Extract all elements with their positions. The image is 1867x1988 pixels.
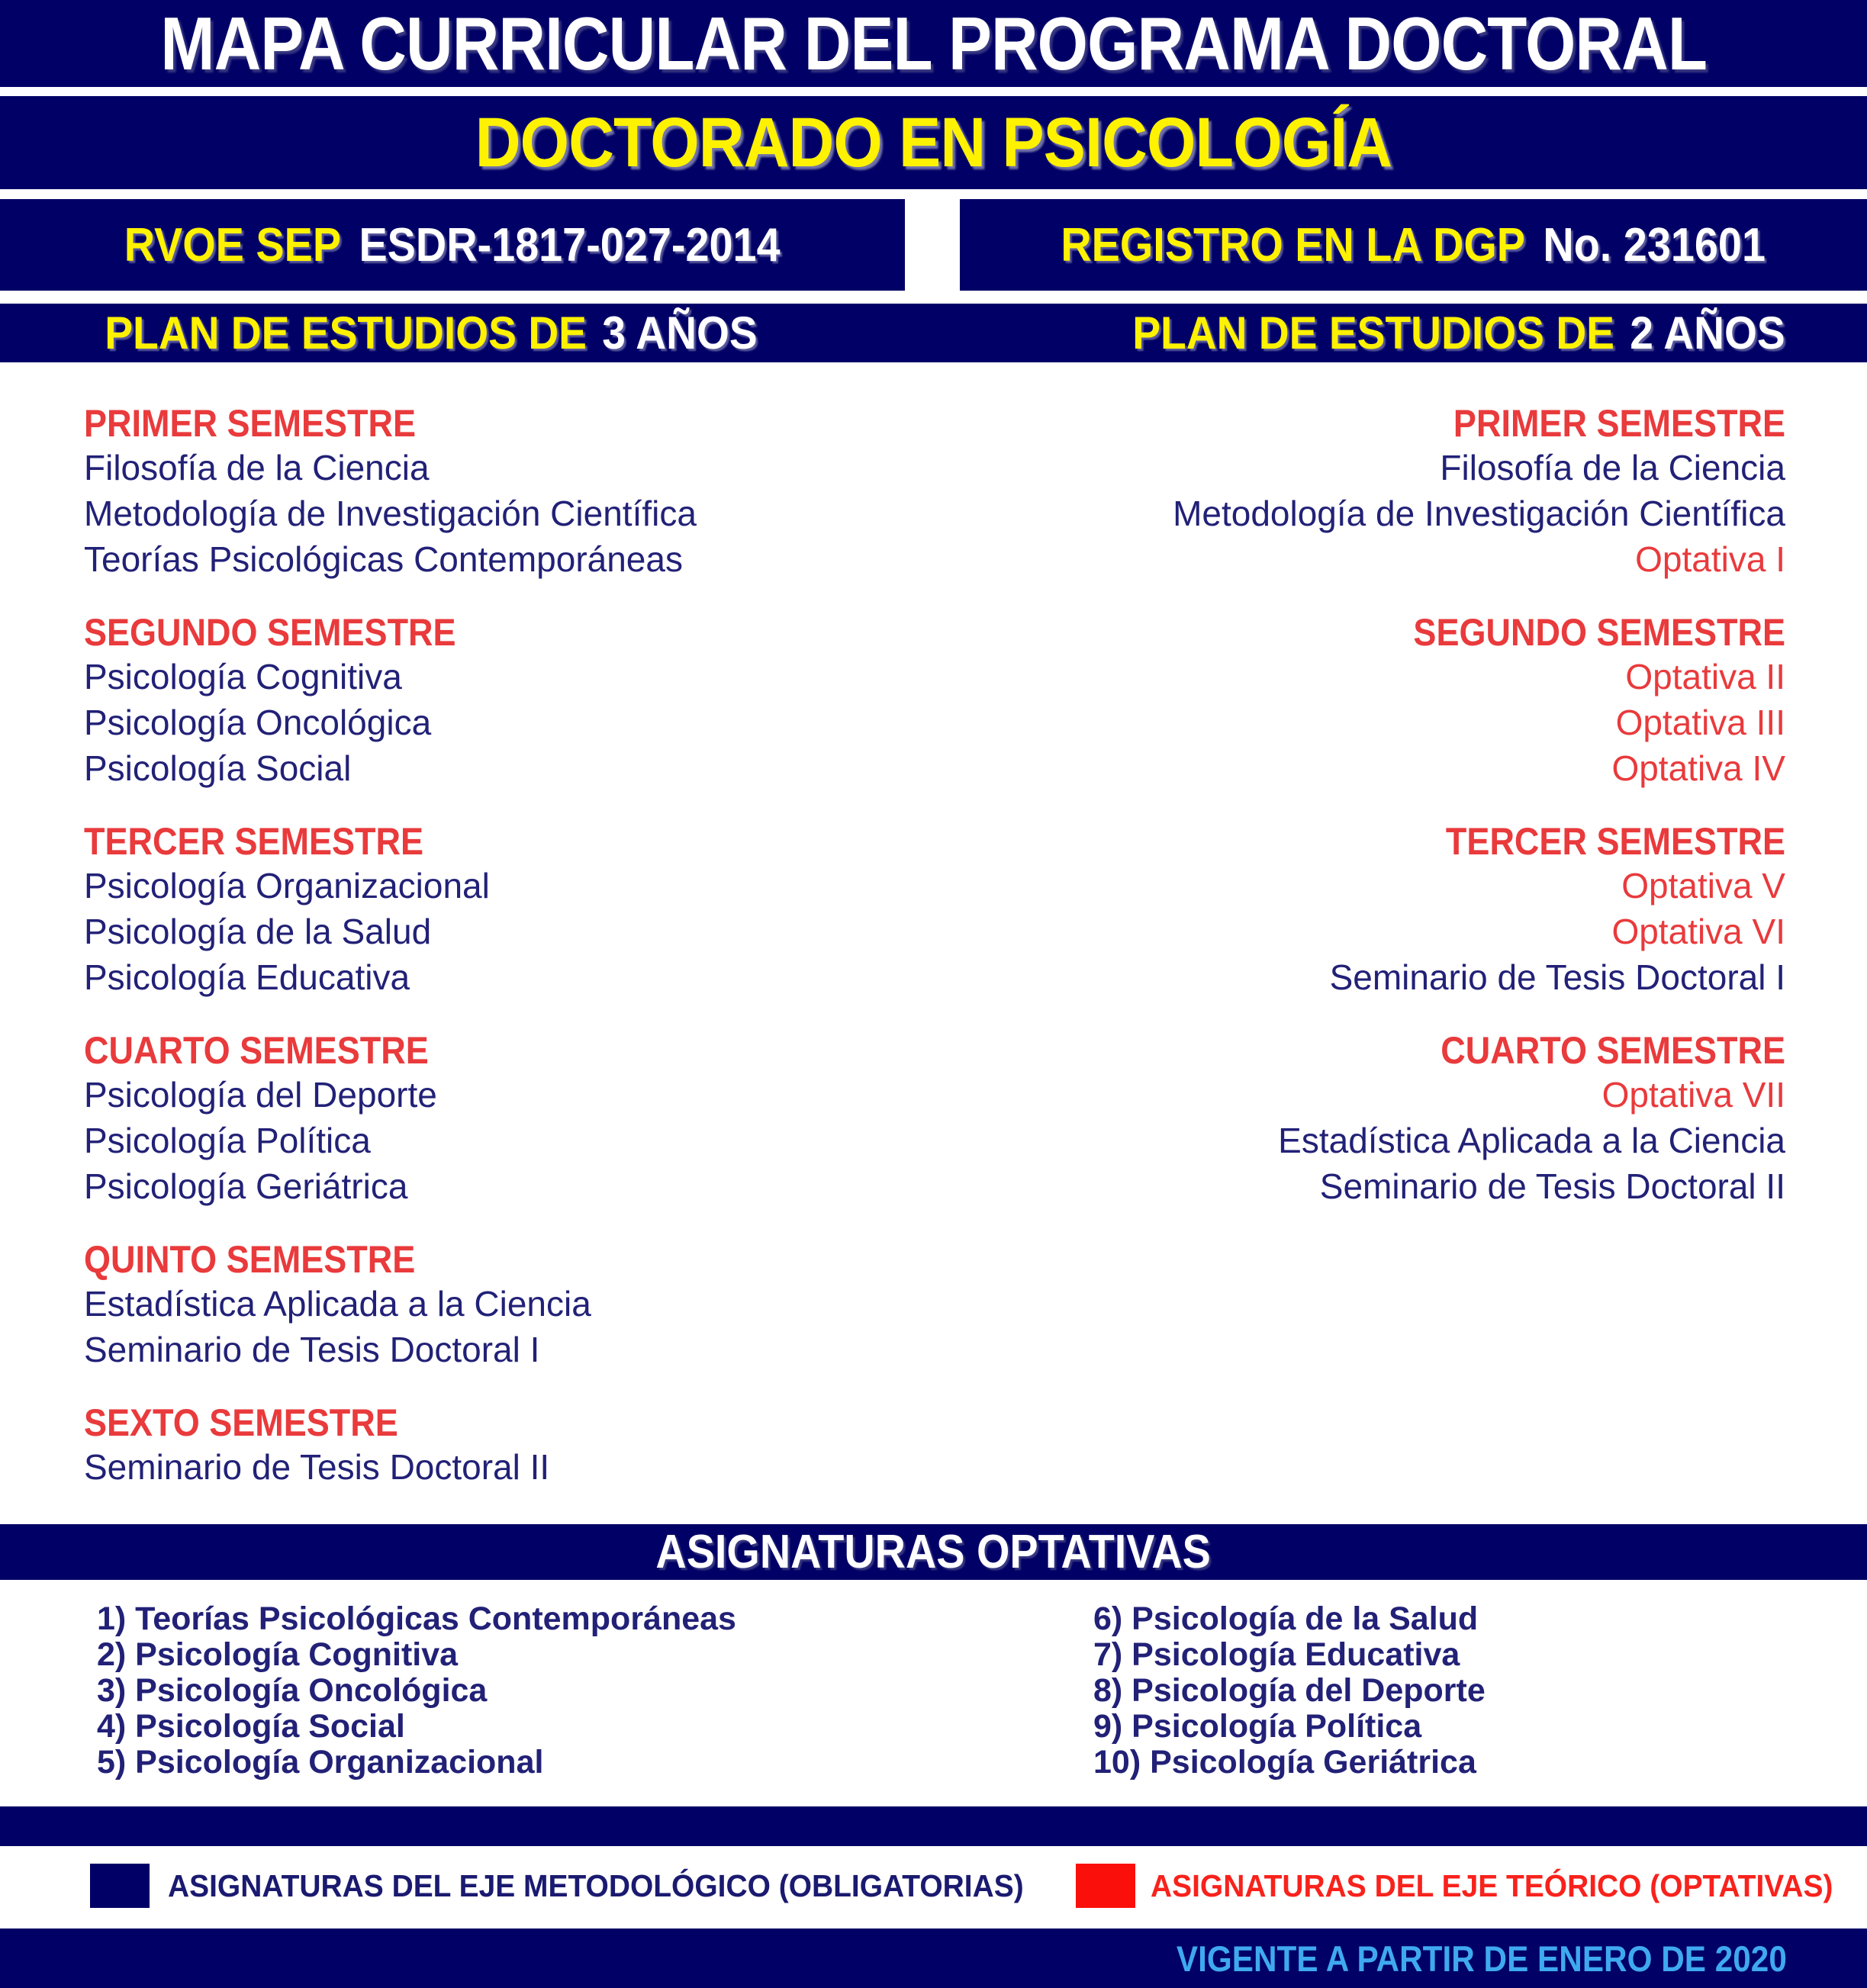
legend-swatch-metodologico	[90, 1864, 150, 1908]
plan2-semester-1	[908, 402, 1785, 582]
plan3-semester-3	[84, 820, 908, 1000]
semester-title: SEGUNDO SEMESTRE	[1413, 611, 1785, 654]
legend-swatch-teorico	[1076, 1864, 1135, 1908]
course-item: Psicología del Deporte	[84, 1075, 437, 1115]
semester-title: CUARTO SEMESTRE	[84, 1029, 429, 1072]
course-item: Seminario de Tesis Doctoral I	[1329, 957, 1785, 997]
optativa-item: 3) Psicología Oncológica	[97, 1672, 488, 1709]
rvoe-banner	[0, 199, 905, 291]
semester-title: CUARTO SEMESTRE	[1440, 1029, 1785, 1072]
plan3-semester-1	[84, 402, 908, 582]
optativas-banner	[0, 1524, 1867, 1580]
course-item: Estadística Aplicada a la Ciencia	[84, 1284, 591, 1324]
course-item: Psicología Geriátrica	[84, 1166, 408, 1206]
course-item-optativa: Optativa II	[1625, 657, 1785, 696]
program-title: DOCTORADO EN PSICOLOGÍA	[475, 103, 1392, 182]
footer-note: VIGENTE A PARTIR DE ENERO DE 2020	[1177, 1938, 1787, 1979]
plan3-semester-6	[84, 1401, 908, 1490]
plan3-header-line	[105, 307, 758, 359]
plan3-semester-2	[84, 611, 908, 791]
course-item: Seminario de Tesis Doctoral I	[84, 1330, 540, 1369]
course-item-optativa: Optativa III	[1615, 703, 1785, 742]
section-divider	[0, 1806, 1867, 1846]
dgp-banner	[960, 199, 1867, 291]
course-item: Filosofía de la Ciencia	[1440, 448, 1785, 487]
course-item: Psicología Cognitiva	[84, 657, 402, 696]
course-item: Filosofía de la Ciencia	[84, 448, 430, 487]
optativa-item: 7) Psicología Educativa	[1093, 1636, 1460, 1673]
dgp-value: No. 231601	[1543, 218, 1766, 272]
course-item: Seminario de Tesis Doctoral II	[84, 1447, 550, 1487]
plan2-header	[934, 304, 1867, 362]
course-item: Teorías Psicológicas Contemporáneas	[84, 539, 683, 579]
optativa-item: 6) Psicología de la Salud	[1093, 1600, 1479, 1637]
rvoe-line	[124, 218, 781, 272]
semester-title: SEXTO SEMESTRE	[84, 1401, 398, 1444]
optativa-item: 1) Teorías Psicológicas Contemporáneas	[97, 1600, 736, 1637]
optativa-item: 2) Psicología Cognitiva	[97, 1636, 459, 1673]
course-item-optativa: Optativa IV	[1611, 748, 1785, 788]
course-item: Estadística Aplicada a la Ciencia	[1278, 1121, 1785, 1160]
plans-banner	[0, 304, 1867, 362]
course-item: Psicología Organizacional	[84, 866, 490, 906]
optativa-item: 4) Psicología Social	[97, 1708, 405, 1745]
legend-label-teorico: ASIGNATURAS DEL EJE TEÓRICO (OPTATIVAS)	[1151, 1867, 1833, 1903]
plan3-header-years: 3 AÑOS	[602, 307, 758, 359]
semester-title: SEGUNDO SEMESTRE	[84, 611, 456, 654]
course-item: Metodología de Investigación Científica	[84, 494, 697, 533]
dgp-label: REGISTRO EN LA DGP	[1061, 218, 1526, 272]
plan3-semester-4	[84, 1029, 908, 1209]
plan2-header-line	[1132, 307, 1785, 359]
plan2-header-years: 2 AÑOS	[1630, 307, 1785, 359]
semester-title: TERCER SEMESTRE	[84, 820, 424, 863]
plan2-header-label: PLAN DE ESTUDIOS DE	[1132, 307, 1615, 359]
course-item: Metodología de Investigación Científica	[1173, 494, 1785, 533]
optativa-item: 9) Psicología Política	[1093, 1708, 1422, 1745]
optativas-title: ASIGNATURAS OPTATIVAS	[655, 1526, 1212, 1578]
course-item-optativa: Optativa V	[1621, 866, 1785, 906]
rvoe-label: RVOE SEP	[124, 218, 342, 272]
course-item: Psicología Política	[84, 1121, 371, 1160]
optativa-item: 8) Psicología del Deporte	[1093, 1672, 1486, 1709]
course-item: Psicología Oncológica	[84, 703, 432, 742]
optativa-item: 10) Psicología Geriátrica	[1093, 1744, 1476, 1781]
legend-label-metodologico: ASIGNATURAS DEL EJE METODOLÓGICO (OBLIGATORIAS)	[168, 1867, 1024, 1903]
course-item: Psicología de la Salud	[84, 912, 432, 951]
course-item: Psicología Social	[84, 748, 352, 788]
program-banner	[0, 96, 1867, 189]
plan3-semester-5	[84, 1238, 908, 1372]
course-item-optativa: Optativa VI	[1611, 912, 1785, 951]
optativas-list-right	[1093, 1601, 1486, 1781]
course-item-optativa: Optativa I	[1635, 539, 1785, 579]
plan3-header	[0, 304, 934, 362]
course-item: Seminario de Tesis Doctoral II	[1319, 1166, 1785, 1206]
plan3-header-label: PLAN DE ESTUDIOS DE	[105, 307, 587, 359]
semester-title: TERCER SEMESTRE	[1445, 820, 1785, 863]
course-item: Psicología Educativa	[84, 957, 410, 997]
course-item-optativa: Optativa VII	[1601, 1075, 1785, 1115]
optativas-list-left	[97, 1601, 736, 1781]
main-title: MAPA CURRICULAR DEL PROGRAMA DOCTORAL	[160, 1, 1707, 85]
plan2-semester-2	[908, 611, 1785, 791]
plan2-semester-3	[908, 820, 1785, 1000]
plan2-semester-4	[908, 1029, 1785, 1209]
plan3-column	[84, 379, 908, 1519]
plan2-column	[908, 379, 1785, 1238]
semester-title: PRIMER SEMESTRE	[1453, 402, 1785, 445]
optativa-item: 5) Psicología Organizacional	[97, 1744, 544, 1781]
dgp-line	[1061, 218, 1766, 272]
semester-title: QUINTO SEMESTRE	[84, 1238, 416, 1281]
main-title-banner	[0, 0, 1867, 87]
rvoe-value: ESDR-1817-027-2014	[359, 218, 781, 272]
semester-title: PRIMER SEMESTRE	[84, 402, 417, 445]
